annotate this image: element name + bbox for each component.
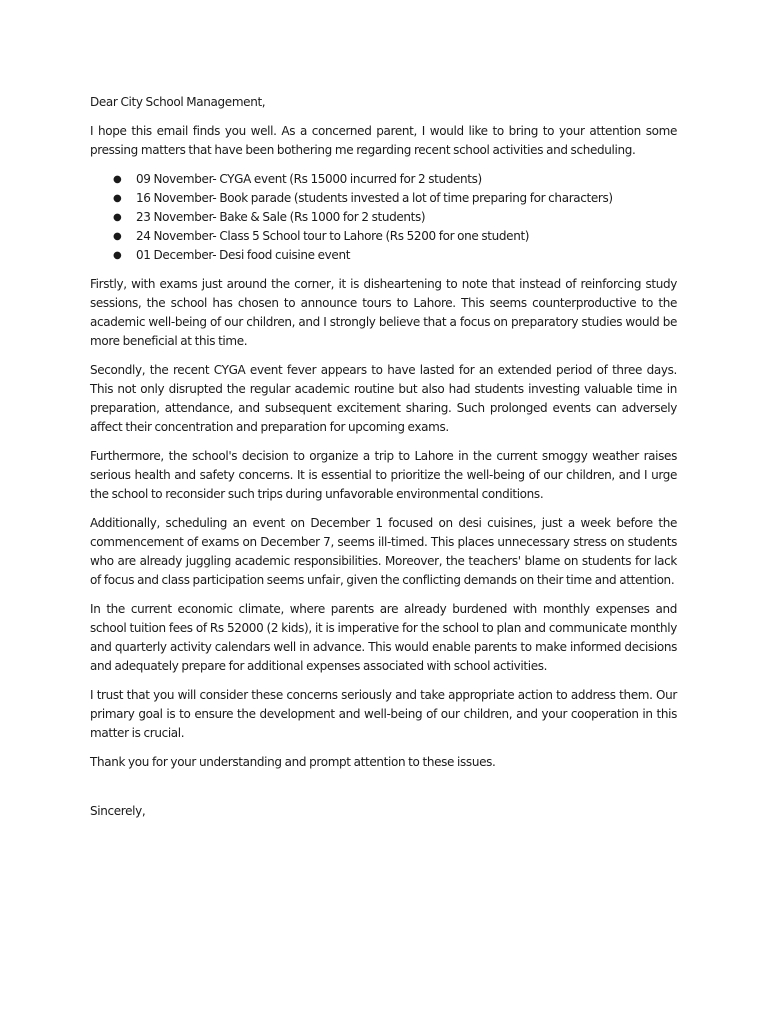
bullet-icon: ●: [113, 212, 122, 223]
body-paragraph: Firstly, with exams just around the corner, it is disheartening to note that instead of reinforcing study sessions, the school has chosen to announce tours to Lahore. This seems counterproductive to the academic well-being of our children, and I strongly believe that a focus on preparatory studies would be more beneficial at this time.: [90, 277, 677, 348]
salutation: Dear City School Management,: [90, 95, 266, 109]
event-text: 01 December- Desi food cuisine event: [136, 248, 351, 262]
body-paragraph: I trust that you will consider these concerns seriously and take appropriate action to address them. Our primary goal is to ensure the development and well-being of our children, and your cooperation in this matter is crucial.: [90, 688, 677, 740]
closing: Sincerely,: [90, 804, 146, 818]
event-list: [90, 170, 677, 265]
event-list-item: [90, 170, 677, 189]
event-text: 23 November- Bake & Sale (Rs 1000 for 2 students): [136, 210, 426, 224]
thank-you-paragraph: Thank you for your understanding and prompt attention to these issues.: [90, 755, 496, 769]
intro-paragraph: I hope this email finds you well. As a concerned parent, I would like to bring to your attention some pressing matters that have been bothering me regarding recent school activities and scheduling.: [90, 124, 677, 157]
event-list-item: [90, 246, 677, 265]
event-list-item: [90, 208, 677, 227]
body-paragraph: Secondly, the recent CYGA event fever appears to have lasted for an extended period of three days. This not only disrupted the regular academic routine but also had students investing valuable time in preparation, attendance, and subsequent excitement sharing. Such prolonged events can adversely affect their concentration and preparation for upcoming exams.: [90, 363, 677, 434]
body-paragraph: In the current economic climate, where parents are already burdened with monthly expenses and school tuition fees of Rs 52000 (2 kids), it is imperative for the school to plan and communicate monthly and quarterly activity calendars well in advance. This would enable parents to make informed decisions and adequately prepare for additional expenses associated with school activities.: [90, 602, 677, 673]
event-list-item: [90, 189, 677, 208]
body-paragraph: Furthermore, the school's decision to organize a trip to Lahore in the current smoggy weather raises serious health and safety concerns. It is essential to prioritize the well-being of our children, and I urge the school to reconsider such trips during unfavorable environmental conditions.: [90, 449, 677, 501]
bullet-icon: ●: [113, 231, 122, 242]
bullet-icon: ●: [113, 250, 122, 261]
letter-body: [90, 93, 677, 833]
event-text: 09 November- CYGA event (Rs 15000 incurred for 2 students): [136, 172, 482, 186]
event-list-item: [90, 227, 677, 246]
event-text: 16 November- Book parade (students invested a lot of time preparing for characters): [136, 191, 613, 205]
event-text: 24 November- Class 5 School tour to Lahore (Rs 5200 for one student): [136, 229, 530, 243]
body-paragraph: Additionally, scheduling an event on December 1 focused on desi cuisines, just a week before the commencement of exams on December 7, seems ill-timed. This places unnecessary stress on students who are already juggling academic responsibilities. Moreover, the teachers' blame on students for lack of focus and class participation seems unfair, given the conflicting demands on their time and attention.: [90, 516, 677, 587]
bullet-icon: ●: [113, 193, 122, 204]
bullet-icon: ●: [113, 174, 122, 185]
